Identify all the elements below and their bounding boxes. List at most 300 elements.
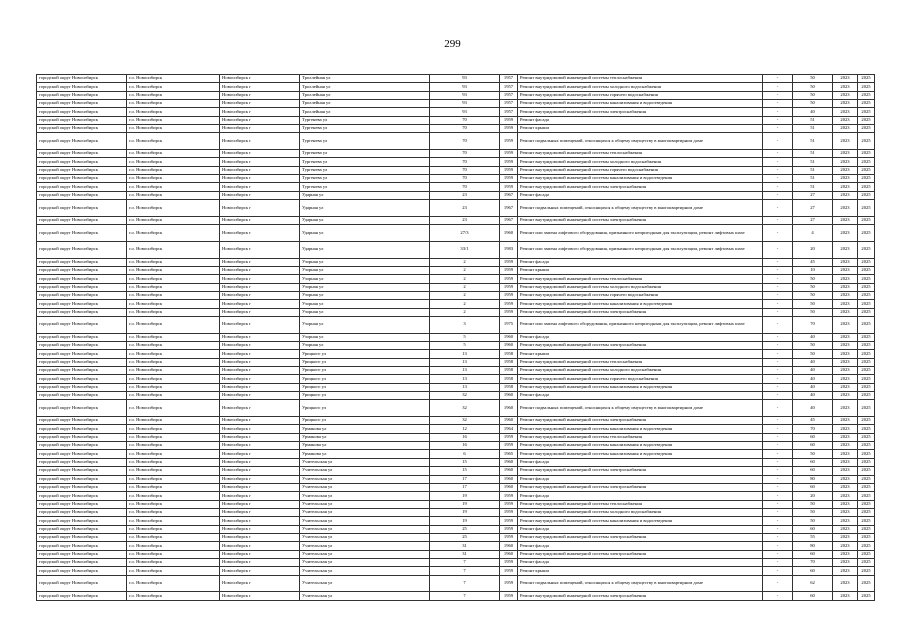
cell-street: Учительская ул — [300, 475, 430, 483]
cell-house-number: 15 — [430, 458, 500, 466]
cell-locality: Новосибирск г — [220, 133, 300, 150]
cell-year-built: 1959 — [500, 308, 518, 316]
cell-municipality: городской округ Новосибирск — [37, 592, 127, 600]
cell-settlement: г.о. Новосибирск — [127, 425, 220, 433]
cell-locality: Новосибирск г — [220, 558, 300, 566]
cell-year-built: 1960 — [500, 542, 518, 550]
cell-settlement: г.о. Новосибирск — [127, 492, 220, 500]
cell-year-start: 2023 — [833, 550, 858, 558]
cell-house-number: 31 — [430, 550, 500, 558]
cell-municipality: городской округ Новосибирск — [37, 241, 127, 258]
cell-settlement: г.о. Новосибирск — [127, 158, 220, 166]
cell-street: Урицкого ул — [300, 392, 430, 400]
cell-locality: Новосибирск г — [220, 333, 300, 341]
cell-municipality: городской округ Новосибирск — [37, 550, 127, 558]
cell-house-number: 70 — [430, 150, 500, 158]
table-row — [37, 492, 875, 500]
table-row — [37, 133, 875, 150]
cell-year-built: 1960 — [500, 400, 518, 417]
cell-house-number: 2 — [430, 283, 500, 291]
cell-locality: Новосибирск г — [220, 475, 300, 483]
cell-percent: 80 — [793, 542, 833, 550]
cell-locality: Новосибирск г — [220, 83, 300, 91]
cell-municipality: городской округ Новосибирск — [37, 125, 127, 133]
table-row — [37, 191, 875, 199]
cell-work-type: Ремонт внутридомовой инженерной системы холодного водоснабжения — [518, 283, 763, 291]
cell-locality: Новосибирск г — [220, 567, 300, 575]
cell-percent: 70 — [793, 316, 833, 333]
cell-year-built: 1959 — [500, 492, 518, 500]
cell-municipality: городской округ Новосибирск — [37, 216, 127, 224]
cell-settlement: г.о. Новосибирск — [127, 191, 220, 199]
cell-settlement: г.о. Новосибирск — [127, 483, 220, 491]
cell-year-end: 2025 — [858, 483, 875, 491]
cell-locality: Новосибирск г — [220, 241, 300, 258]
cell-year-built: 1957 — [500, 75, 518, 83]
cell-house-number: 16 — [430, 433, 500, 441]
cell-house-number: 3 — [430, 316, 500, 333]
table-row — [37, 450, 875, 458]
cell-percent: 40 — [793, 333, 833, 341]
table-row — [37, 575, 875, 592]
table-row — [37, 83, 875, 91]
cell-percent: 50 — [793, 75, 833, 83]
cell-house-number: 13 — [430, 375, 500, 383]
cell-year-built: 1967 — [500, 191, 518, 199]
cell-street: Учительская ул — [300, 542, 430, 550]
cell-municipality: городской округ Новосибирск — [37, 83, 127, 91]
cell-percent: 50 — [793, 342, 833, 350]
cell-placeholder: - — [763, 467, 793, 475]
cell-placeholder: - — [763, 266, 793, 274]
cell-year-built: 1959 — [500, 558, 518, 566]
cell-year-built: 1959 — [500, 258, 518, 266]
cell-percent: 55 — [793, 533, 833, 541]
cell-municipality: городской округ Новосибирск — [37, 91, 127, 99]
table-row — [37, 75, 875, 83]
table-row — [37, 291, 875, 299]
cell-street: Урицкого ул — [300, 417, 430, 425]
cell-year-built: 1959 — [500, 525, 518, 533]
cell-year-end: 2025 — [858, 191, 875, 199]
cell-locality: Новосибирск г — [220, 125, 300, 133]
cell-locality: Новосибирск г — [220, 375, 300, 383]
cell-placeholder: - — [763, 483, 793, 491]
cell-work-type: Ремонт внутридомовой инженерной системы холодного водоснабжения — [518, 508, 763, 516]
cell-year-start: 2023 — [833, 592, 858, 600]
cell-work-type: Ремонт крыши — [518, 350, 763, 358]
cell-locality: Новосибирск г — [220, 316, 300, 333]
cell-municipality: городской округ Новосибирск — [37, 316, 127, 333]
cell-year-start: 2023 — [833, 350, 858, 358]
cell-year-end: 2025 — [858, 575, 875, 592]
table-row — [37, 216, 875, 224]
cell-settlement: г.о. Новосибирск — [127, 100, 220, 108]
cell-house-number: 25 — [430, 533, 500, 541]
cell-percent: 27 — [793, 216, 833, 224]
cell-locality: Новосибирск г — [220, 308, 300, 316]
cell-percent: 50 — [793, 91, 833, 99]
cell-placeholder: - — [763, 508, 793, 516]
cell-house-number: 93 — [430, 83, 500, 91]
cell-locality: Новосибирск г — [220, 358, 300, 366]
cell-year-end: 2025 — [858, 91, 875, 99]
cell-municipality: городской округ Новосибирск — [37, 367, 127, 375]
cell-placeholder: - — [763, 225, 793, 242]
cell-year-end: 2025 — [858, 375, 875, 383]
cell-placeholder: - — [763, 133, 793, 150]
cell-work-type: Ремонт внутридомовой инженерной системы электроснабжения — [518, 108, 763, 116]
cell-placeholder: - — [763, 558, 793, 566]
cell-year-start: 2023 — [833, 133, 858, 150]
cell-year-built: 1957 — [500, 100, 518, 108]
cell-street: Узорная ул — [300, 266, 430, 274]
cell-locality: Новосибирск г — [220, 350, 300, 358]
cell-municipality: городской округ Новосибирск — [37, 475, 127, 483]
cell-year-start: 2023 — [833, 425, 858, 433]
cell-street: Учительская ул — [300, 550, 430, 558]
cell-municipality: городской округ Новосибирск — [37, 150, 127, 158]
cell-work-type: Ремонт фасада — [518, 542, 763, 550]
cell-year-start: 2023 — [833, 358, 858, 366]
cell-placeholder: - — [763, 400, 793, 417]
cell-work-type: Ремонт фасада — [518, 191, 763, 199]
table-row — [37, 467, 875, 475]
cell-year-built: 1958 — [500, 367, 518, 375]
cell-placeholder: - — [763, 342, 793, 350]
cell-percent: 40 — [793, 392, 833, 400]
cell-house-number: 70 — [430, 133, 500, 150]
cell-year-start: 2023 — [833, 83, 858, 91]
cell-year-start: 2023 — [833, 567, 858, 575]
cell-settlement: г.о. Новосибирск — [127, 508, 220, 516]
cell-house-number: 19 — [430, 517, 500, 525]
cell-work-type: Ремонт внутридомовой инженерной системы теплоснабжения — [518, 500, 763, 508]
cell-placeholder: - — [763, 592, 793, 600]
cell-year-end: 2025 — [858, 116, 875, 124]
cell-street: Тургенева ул — [300, 133, 430, 150]
cell-percent: 60 — [793, 550, 833, 558]
table-row — [37, 308, 875, 316]
cell-year-start: 2023 — [833, 492, 858, 500]
cell-year-end: 2025 — [858, 333, 875, 341]
table-row — [37, 383, 875, 391]
cell-locality: Новосибирск г — [220, 517, 300, 525]
cell-house-number: 32 — [430, 417, 500, 425]
cell-municipality: городской округ Новосибирск — [37, 225, 127, 242]
cell-municipality: городской округ Новосибирск — [37, 458, 127, 466]
cell-year-built: 1959 — [500, 533, 518, 541]
cell-percent: 27 — [793, 191, 833, 199]
cell-settlement: г.о. Новосибирск — [127, 241, 220, 258]
cell-year-end: 2025 — [858, 291, 875, 299]
cell-locality: Новосибирск г — [220, 450, 300, 458]
cell-municipality: городской округ Новосибирск — [37, 266, 127, 274]
cell-settlement: г.о. Новосибирск — [127, 433, 220, 441]
cell-work-type: Ремонт внутридомовой инженерной системы холодного водоснабжения — [518, 158, 763, 166]
cell-street: Урманова ул — [300, 450, 430, 458]
cell-placeholder: - — [763, 450, 793, 458]
cell-year-built: 1958 — [500, 350, 518, 358]
cell-settlement: г.о. Новосибирск — [127, 125, 220, 133]
cell-year-start: 2023 — [833, 183, 858, 191]
cell-house-number: 25 — [430, 525, 500, 533]
cell-locality: Новосибирск г — [220, 183, 300, 191]
table-row — [37, 100, 875, 108]
cell-year-start: 2023 — [833, 400, 858, 417]
cell-house-number: 70 — [430, 175, 500, 183]
cell-work-type: Ремонт подвальных помещений, относящихся к общему имуществу в многоквартирном доме — [518, 575, 763, 592]
cell-year-end: 2025 — [858, 241, 875, 258]
cell-placeholder: - — [763, 525, 793, 533]
cell-year-end: 2025 — [858, 450, 875, 458]
cell-work-type: Ремонт внутридомовой инженерной системы теплоснабжения — [518, 358, 763, 366]
cell-year-end: 2025 — [858, 166, 875, 174]
cell-locality: Новосибирск г — [220, 216, 300, 224]
cell-year-end: 2025 — [858, 458, 875, 466]
cell-municipality: городской округ Новосибирск — [37, 575, 127, 592]
cell-street: Ударная ул — [300, 216, 430, 224]
cell-placeholder: - — [763, 100, 793, 108]
cell-municipality: городской округ Новосибирск — [37, 308, 127, 316]
cell-municipality: городской округ Новосибирск — [37, 283, 127, 291]
cell-street: Тургенева ул — [300, 158, 430, 166]
cell-settlement: г.о. Новосибирск — [127, 116, 220, 124]
cell-percent: 10 — [793, 266, 833, 274]
cell-house-number: 2 — [430, 258, 500, 266]
cell-placeholder: - — [763, 91, 793, 99]
cell-locality: Новосибирск г — [220, 483, 300, 491]
cell-year-start: 2023 — [833, 175, 858, 183]
cell-work-type: Ремонт внутридомовой инженерной системы канализования и водоотведения — [518, 517, 763, 525]
cell-year-start: 2023 — [833, 300, 858, 308]
cell-percent: 60 — [793, 592, 833, 600]
cell-street: Тургенева ул — [300, 125, 430, 133]
cell-street: Тургенева ул — [300, 116, 430, 124]
cell-year-start: 2023 — [833, 108, 858, 116]
cell-settlement: г.о. Новосибирск — [127, 592, 220, 600]
table-row — [37, 425, 875, 433]
cell-work-type: Ремонт внутридомовой инженерной системы электроснабжения — [518, 592, 763, 600]
cell-house-number: 19 — [430, 508, 500, 516]
cell-year-start: 2023 — [833, 525, 858, 533]
cell-work-type: Ремонт фасада — [518, 525, 763, 533]
cell-percent: 50 — [793, 100, 833, 108]
cell-placeholder: - — [763, 417, 793, 425]
cell-year-built: 1960 — [500, 483, 518, 491]
cell-house-number: 70 — [430, 116, 500, 124]
cell-locality: Новосибирск г — [220, 533, 300, 541]
cell-house-number: 15 — [430, 467, 500, 475]
cell-locality: Новосибирск г — [220, 100, 300, 108]
cell-placeholder: - — [763, 442, 793, 450]
table-row — [37, 200, 875, 217]
cell-year-end: 2025 — [858, 75, 875, 83]
cell-work-type: Ремонт фасада — [518, 116, 763, 124]
cell-year-end: 2025 — [858, 133, 875, 150]
cell-house-number: 13 — [430, 383, 500, 391]
cell-percent: 51 — [793, 133, 833, 150]
cell-year-start: 2023 — [833, 91, 858, 99]
table-row — [37, 483, 875, 491]
cell-locality: Новосибирск г — [220, 225, 300, 242]
cell-work-type: Ремонт или замена лифтового оборудования, признанного непригодным для эксплуатации, ремонт лифтовых шахт — [518, 225, 763, 242]
cell-locality: Новосибирск г — [220, 158, 300, 166]
cell-year-built: 1959 — [500, 175, 518, 183]
cell-year-built: 1960 — [500, 458, 518, 466]
table-row — [37, 275, 875, 283]
cell-year-end: 2025 — [858, 425, 875, 433]
cell-work-type: Ремонт внутридомовой инженерной системы горячего водоснабжения — [518, 375, 763, 383]
cell-percent: 40 — [793, 108, 833, 116]
cell-year-built: 1959 — [500, 300, 518, 308]
cell-percent: 60 — [793, 458, 833, 466]
cell-street: Учительская ул — [300, 567, 430, 575]
cell-municipality: городской округ Новосибирск — [37, 358, 127, 366]
cell-settlement: г.о. Новосибирск — [127, 200, 220, 217]
cell-settlement: г.о. Новосибирск — [127, 525, 220, 533]
cell-year-start: 2023 — [833, 558, 858, 566]
cell-year-start: 2023 — [833, 150, 858, 158]
cell-house-number: 7 — [430, 592, 500, 600]
cell-percent: 50 — [793, 517, 833, 525]
cell-year-built: 1960 — [500, 392, 518, 400]
cell-year-end: 2025 — [858, 83, 875, 91]
cell-municipality: городской округ Новосибирск — [37, 116, 127, 124]
cell-settlement: г.о. Новосибирск — [127, 550, 220, 558]
cell-percent: 60 — [793, 467, 833, 475]
cell-percent: 50 — [793, 83, 833, 91]
cell-municipality: городской округ Новосибирск — [37, 492, 127, 500]
repair-schedule-table — [36, 74, 875, 601]
cell-year-end: 2025 — [858, 175, 875, 183]
cell-municipality: городской округ Новосибирск — [37, 517, 127, 525]
cell-year-end: 2025 — [858, 492, 875, 500]
cell-year-start: 2023 — [833, 475, 858, 483]
cell-street: Троллейная ул — [300, 83, 430, 91]
cell-work-type: Ремонт внутридомовой инженерной системы канализования и водоотведения — [518, 450, 763, 458]
cell-house-number: 2 — [430, 300, 500, 308]
cell-settlement: г.о. Новосибирск — [127, 517, 220, 525]
cell-year-end: 2025 — [858, 392, 875, 400]
cell-settlement: г.о. Новосибирск — [127, 458, 220, 466]
cell-municipality: городской округ Новосибирск — [37, 400, 127, 417]
cell-placeholder: - — [763, 166, 793, 174]
cell-year-built: 1967 — [500, 216, 518, 224]
cell-year-start: 2023 — [833, 458, 858, 466]
cell-locality: Новосибирск г — [220, 500, 300, 508]
cell-year-end: 2025 — [858, 367, 875, 375]
table-row — [37, 433, 875, 441]
cell-year-start: 2023 — [833, 291, 858, 299]
table-row — [37, 316, 875, 333]
table-row — [37, 375, 875, 383]
cell-year-start: 2023 — [833, 308, 858, 316]
cell-municipality: городской округ Новосибирск — [37, 525, 127, 533]
cell-house-number: 12 — [430, 425, 500, 433]
cell-percent: 60 — [793, 483, 833, 491]
cell-percent: 60 — [793, 433, 833, 441]
cell-percent: 50 — [793, 508, 833, 516]
cell-municipality: городской округ Новосибирск — [37, 133, 127, 150]
cell-settlement: г.о. Новосибирск — [127, 358, 220, 366]
cell-year-start: 2023 — [833, 500, 858, 508]
table-row — [37, 517, 875, 525]
cell-year-start: 2023 — [833, 467, 858, 475]
cell-placeholder: - — [763, 275, 793, 283]
cell-work-type: Ремонт фасада — [518, 392, 763, 400]
cell-house-number: 19 — [430, 492, 500, 500]
cell-settlement: г.о. Новосибирск — [127, 575, 220, 592]
cell-year-end: 2025 — [858, 383, 875, 391]
cell-year-start: 2023 — [833, 383, 858, 391]
cell-year-end: 2025 — [858, 508, 875, 516]
cell-work-type: Ремонт внутридомовой инженерной системы электроснабжения — [518, 533, 763, 541]
cell-house-number: 70 — [430, 158, 500, 166]
cell-settlement: г.о. Новосибирск — [127, 216, 220, 224]
cell-year-end: 2025 — [858, 592, 875, 600]
cell-year-end: 2025 — [858, 517, 875, 525]
cell-year-built: 1959 — [500, 592, 518, 600]
cell-placeholder: - — [763, 383, 793, 391]
cell-placeholder: - — [763, 200, 793, 217]
cell-placeholder: - — [763, 316, 793, 333]
cell-placeholder: - — [763, 367, 793, 375]
cell-work-type: Ремонт подвальных помещений, относящихся к общему имуществу в многоквартирном доме — [518, 200, 763, 217]
cell-work-type: Ремонт внутридомовой инженерной системы теплоснабжения — [518, 150, 763, 158]
cell-settlement: г.о. Новосибирск — [127, 533, 220, 541]
cell-locality: Новосибирск г — [220, 392, 300, 400]
table-row — [37, 108, 875, 116]
cell-year-end: 2025 — [858, 433, 875, 441]
cell-year-start: 2023 — [833, 517, 858, 525]
cell-placeholder: - — [763, 517, 793, 525]
cell-placeholder: - — [763, 433, 793, 441]
cell-percent: 20 — [793, 492, 833, 500]
cell-work-type: Ремонт внутридомовой инженерной системы электроснабжения — [518, 183, 763, 191]
cell-house-number: 5 — [430, 342, 500, 350]
cell-year-built: 1960 — [500, 550, 518, 558]
cell-year-built: 1957 — [500, 83, 518, 91]
cell-year-start: 2023 — [833, 392, 858, 400]
cell-municipality: городской округ Новосибирск — [37, 342, 127, 350]
cell-placeholder: - — [763, 83, 793, 91]
cell-street: Тургенева ул — [300, 166, 430, 174]
cell-year-start: 2023 — [833, 241, 858, 258]
cell-year-end: 2025 — [858, 266, 875, 274]
cell-placeholder: - — [763, 183, 793, 191]
cell-year-built: 1959 — [500, 291, 518, 299]
cell-street: Урманова ул — [300, 433, 430, 441]
cell-year-built: 1959 — [500, 567, 518, 575]
cell-municipality: городской округ Новосибирск — [37, 442, 127, 450]
cell-year-start: 2023 — [833, 417, 858, 425]
table-row — [37, 150, 875, 158]
cell-locality: Новосибирск г — [220, 442, 300, 450]
cell-settlement: г.о. Новосибирск — [127, 342, 220, 350]
cell-year-built: 1959 — [500, 158, 518, 166]
cell-placeholder: - — [763, 392, 793, 400]
table-row — [37, 558, 875, 566]
cell-street: Тургенева ул — [300, 175, 430, 183]
cell-house-number: 13 — [430, 367, 500, 375]
cell-year-built: 1960 — [500, 342, 518, 350]
table-row — [37, 367, 875, 375]
cell-street: Учительская ул — [300, 575, 430, 592]
cell-year-start: 2023 — [833, 125, 858, 133]
cell-municipality: городской округ Новосибирск — [37, 450, 127, 458]
cell-municipality: городской округ Новосибирск — [37, 191, 127, 199]
